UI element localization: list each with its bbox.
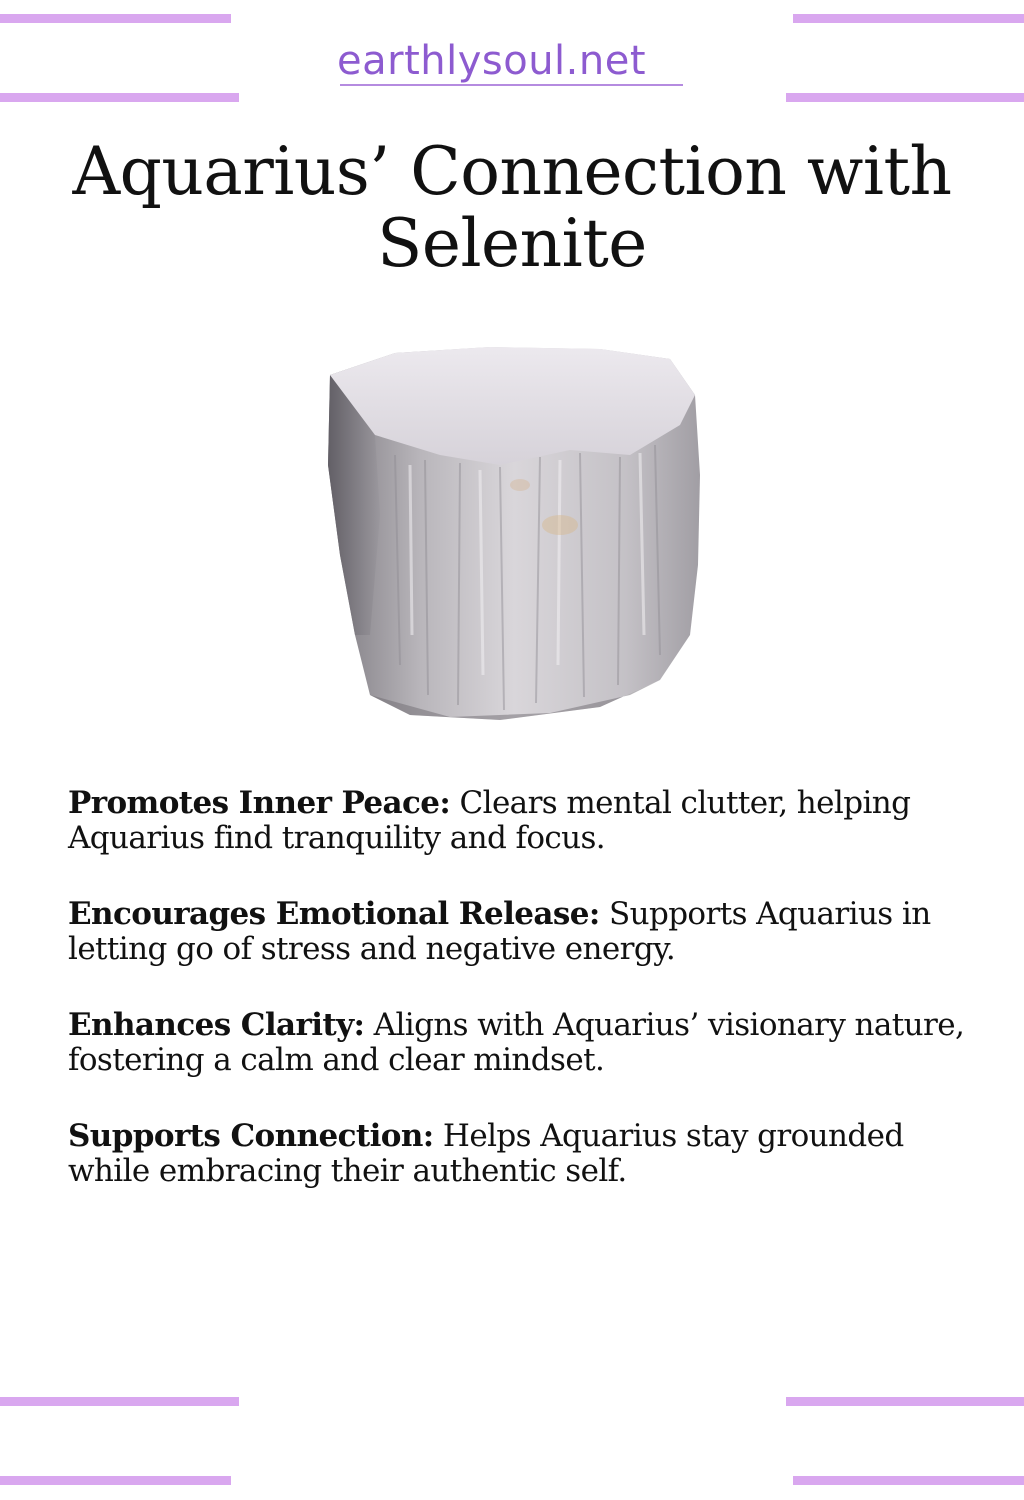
benefit-label: Enhances Clarity: [68,1007,365,1043]
benefit-label: Promotes Inner Peace: [68,785,451,821]
decorative-bar-bottom-left-2 [0,1476,231,1485]
list-item [68,897,968,967]
logo-text: earthlysoul.net [337,38,647,84]
list-item [68,786,968,856]
decorative-bar-bottom-right-2 [793,1476,1024,1485]
decorative-bar-top-left-2 [0,93,239,102]
list-item [68,1008,968,1078]
benefit-text: Helps Aquarius stay grounded while embracing their authentic self. [68,1118,904,1189]
decorative-bar-top-left-1 [0,14,231,23]
benefit-label: Encourages Emotional Release: [68,896,600,932]
selenite-crystal-icon [300,335,730,735]
decorative-bar-top-right-1 [793,14,1024,23]
benefit-text: Aligns with Aquarius’ visionary nature, fostering a calm and clear mindset. [68,1007,965,1078]
logo-underline [340,84,683,86]
decorative-bar-bottom-right-1 [786,1397,1024,1406]
page-title: Aquarius’ Connection with Selenite [72,133,952,282]
benefit-text: Clears mental clutter, helping Aquarius find tranquility and focus. [68,785,911,856]
site-logo[interactable] [337,36,687,90]
list-item [68,1119,968,1189]
decorative-bar-top-right-2 [786,93,1024,102]
benefit-text: Supports Aquarius in letting go of stress and negative energy. [68,896,931,967]
decorative-bar-bottom-left-1 [0,1397,239,1406]
benefit-label: Supports Connection: [68,1118,434,1154]
benefits-list [68,786,968,1230]
